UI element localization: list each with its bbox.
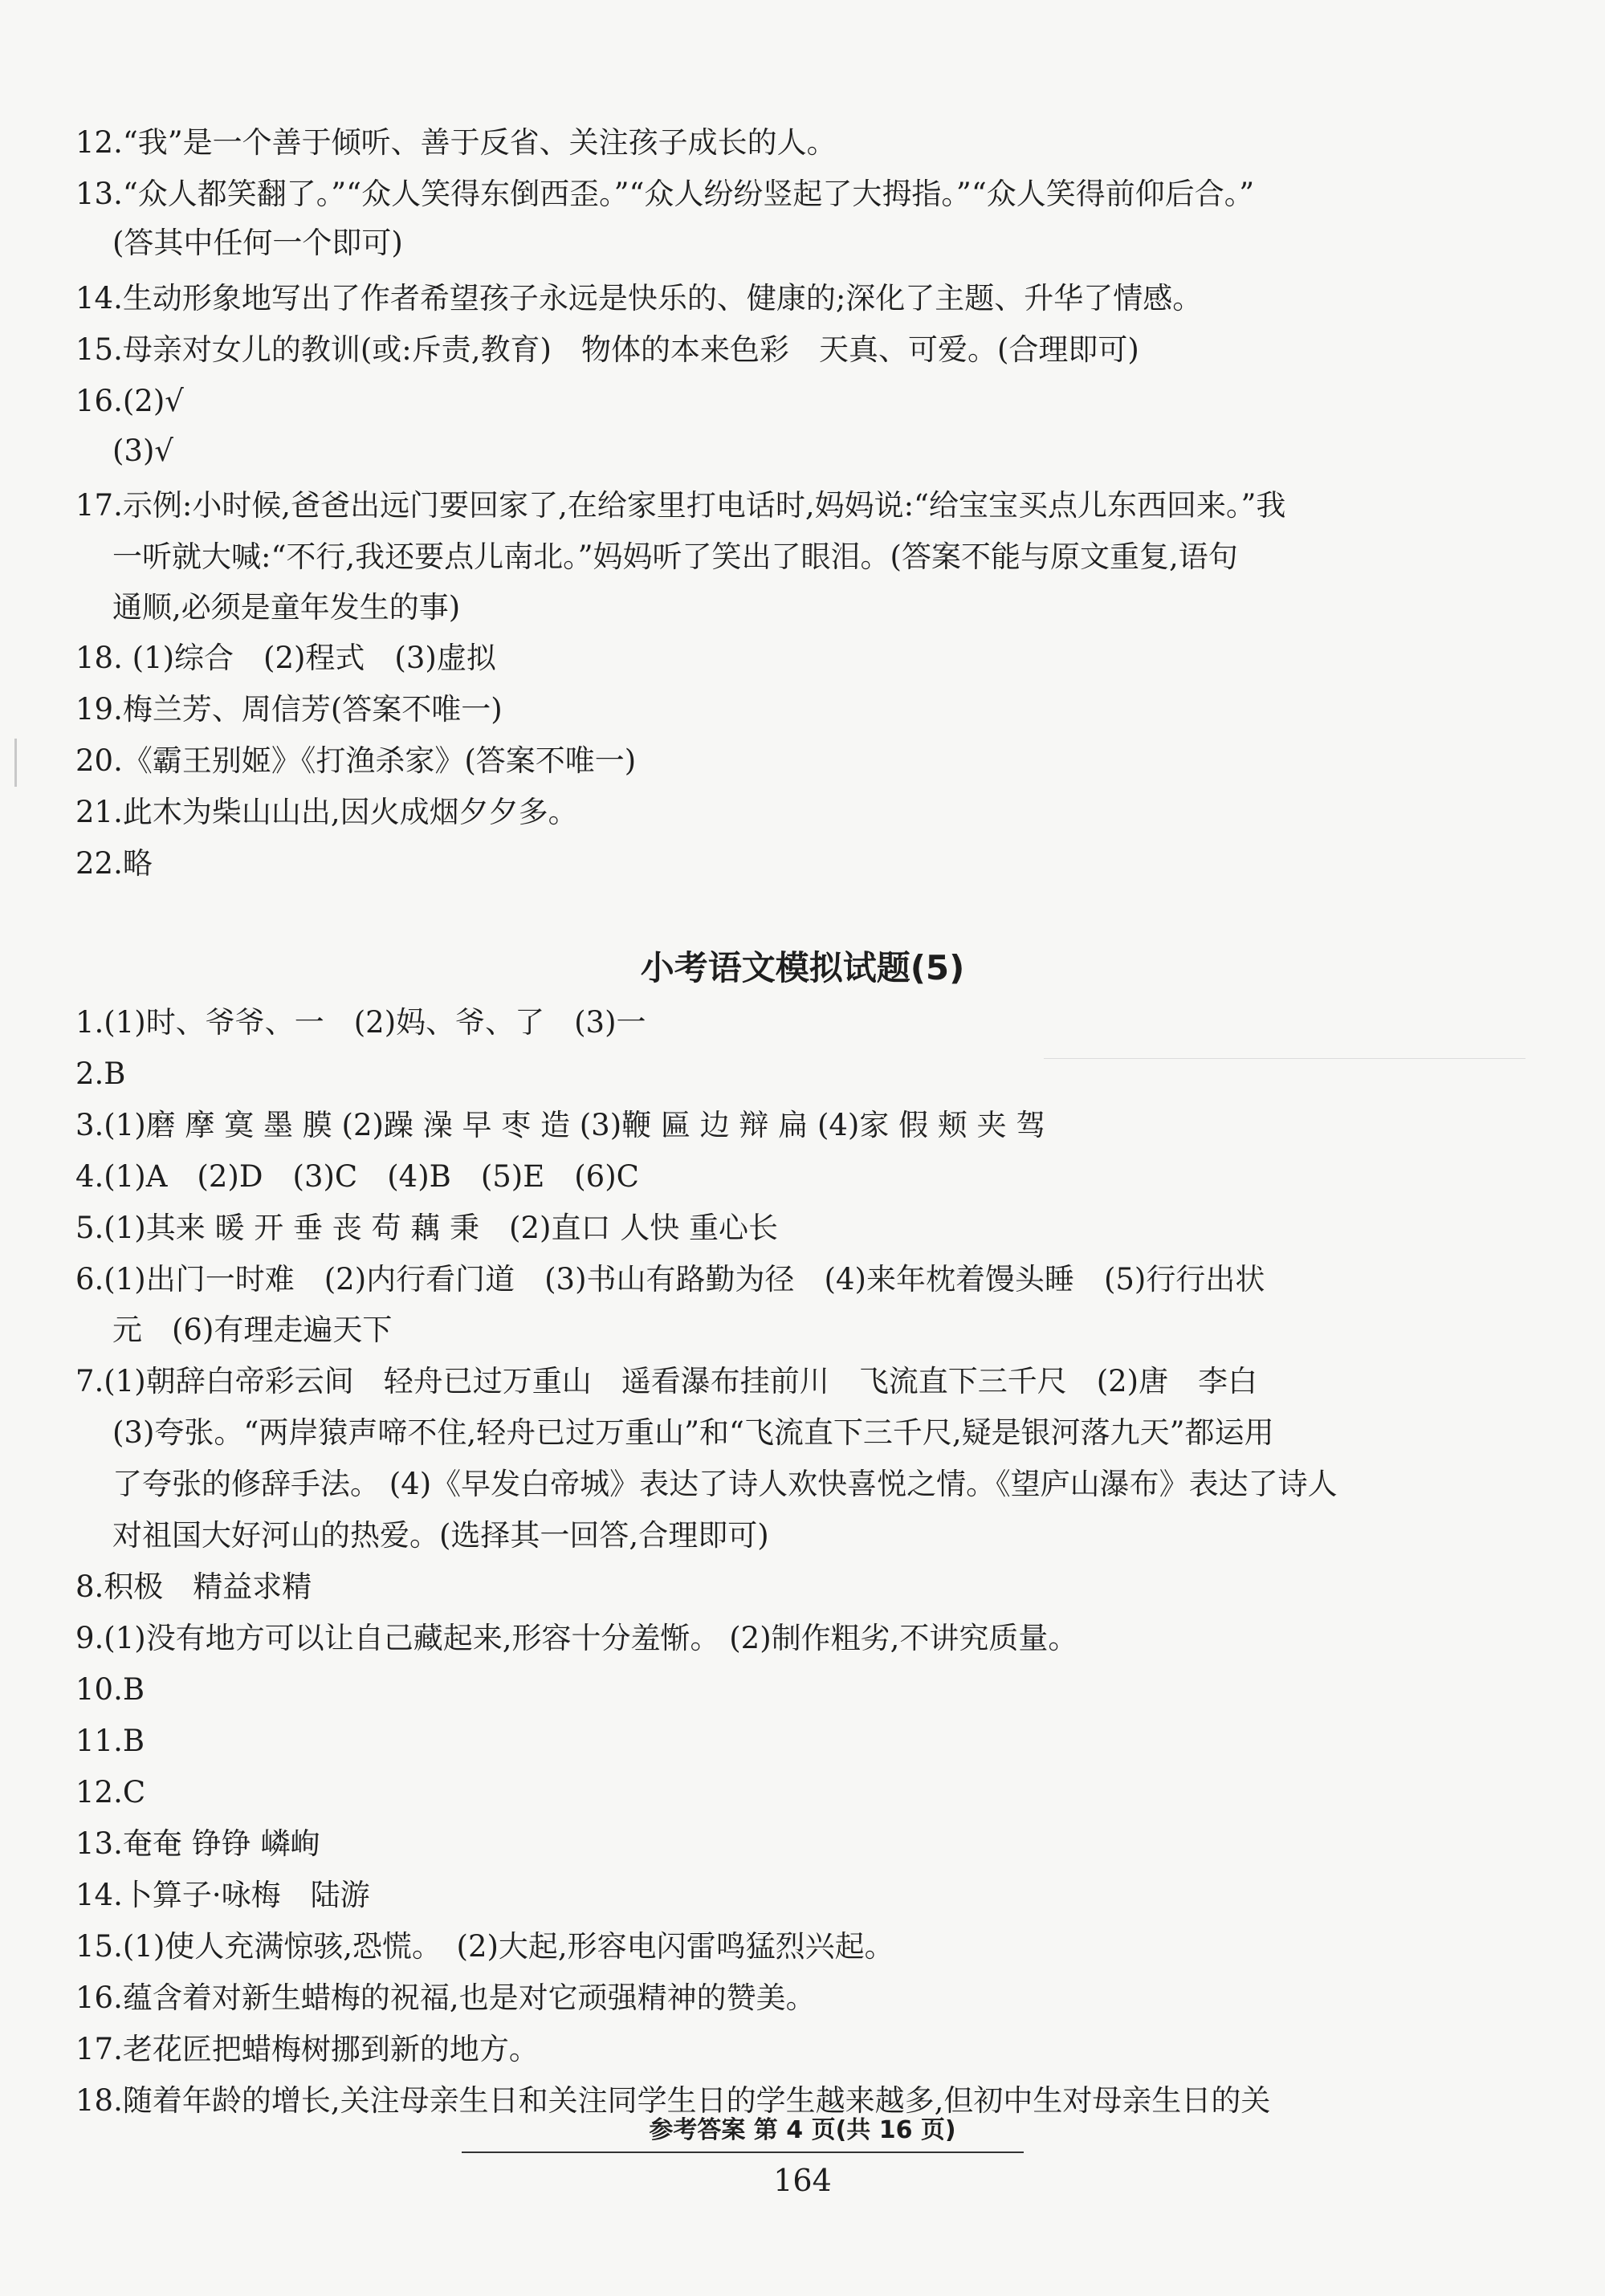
page-number: 164	[773, 2163, 832, 2198]
answer-line: 9.(1)没有地方可以让自己藏起来,形容十分羞惭。 (2)制作粗劣,不讲究质量。	[75, 1621, 1078, 1655]
footer-page-label: 参考答案 第 4 页(共 16 页)	[649, 2116, 956, 2144]
answer-line: (3)夸张。“两岸猿声啼不住,轻舟已过万重山”和“飞流直下三千尺,疑是银河落九天”都运用	[112, 1415, 1274, 1450]
answer-line: 12.C	[75, 1775, 146, 1810]
answer-line: 5.(1)其来 暖 开 垂 丧 苟 藕 秉 (2)直口 人快 重心长	[75, 1211, 778, 1245]
answer-line: 通顺,必须是童年发生的事)	[112, 590, 461, 625]
answer-line: 21.此木为柴山山出,因火成烟夕夕多。	[75, 795, 578, 829]
answer-line: 6.(1)出门一时难 (2)内行看门道 (3)书山有路勤为径 (4)来年枕着馒头睡 (5)行行出状	[75, 1262, 1265, 1297]
scan-artifact	[1044, 1058, 1526, 1059]
answer-line: 15.(1)使人充满惊骇,恐慌。 (2)大起,形容电闪雷鸣猛烈兴起。	[75, 1929, 894, 1964]
answer-line: 19.梅兰芳、周信芳(答案不唯一)	[75, 692, 503, 727]
section-title: 小考语文模拟试题(5)	[640, 948, 965, 987]
answer-line: (3)√	[112, 434, 173, 468]
answer-line: 13.奄奄 铮铮 嶙峋	[75, 1826, 320, 1861]
answer-line: 14.生动形象地写出了作者希望孩子永远是快乐的、健康的;深化了主题、升华了情感。	[75, 281, 1203, 315]
answer-line: 16.(2)√	[75, 384, 184, 418]
answer-line: 8.积极 精益求精	[75, 1569, 312, 1604]
answer-line: 4.(1)A (2)D (3)C (4)B (5)E (6)C	[75, 1159, 639, 1194]
answer-line: 14.卜算子·咏梅 陆游	[75, 1878, 370, 1912]
answer-line: 对祖国大好河山的热爱。(选择其一回答,合理即可)	[112, 1518, 769, 1553]
answer-line: 20.《霸王别姬》《打渔杀家》(答案不唯一)	[75, 743, 637, 778]
answer-line: 15.母亲对女儿的教训(或:斥责,教育) 物体的本来色彩 天真、可爱。(合理即可)	[75, 332, 1139, 367]
answer-line: (答其中任何一个即可)	[112, 226, 403, 260]
footer-divider	[462, 2151, 1024, 2153]
answer-line: 一听就大喊:“不行,我还要点儿南北。”妈妈听了笑出了眼泪。(答案不能与原文重复,语句	[112, 539, 1238, 574]
answer-line: 18.随着年龄的增长,关注母亲生日和关注同学生日的学生越来越多,但初中生对母亲生日的关	[75, 2083, 1271, 2118]
answer-line: 元 (6)有理走遍天下	[112, 1313, 393, 1347]
answer-line: 11.B	[75, 1724, 145, 1758]
answer-line: 16.蕴含着对新生蜡梅的祝福,也是对它顽强精神的赞美。	[75, 1981, 816, 2015]
answer-line: 12.“我”是一个善于倾听、善于反省、关注孩子成长的人。	[75, 125, 837, 160]
answer-line: 了夸张的修辞手法。 (4)《早发白帝城》表达了诗人欢快喜悦之情。《望庐山瀑布》表达了诗人	[112, 1467, 1338, 1501]
answer-line: 3.(1)磨 摩 寞 墨 膜 (2)躁 澡 早 枣 造 (3)鞭 匾 边 辩 扁 (4)家 假 颊 夹 驾	[75, 1108, 1046, 1142]
answer-line: 17.示例:小时候,爸爸出远门要回家了,在给家里打电话时,妈妈说:“给宝宝买点儿东西回来。”我	[75, 488, 1286, 523]
answer-line: 1.(1)时、爷爷、一 (2)妈、爷、了 (3)一	[75, 1005, 646, 1040]
answer-line: 22.略	[75, 846, 153, 881]
answer-line: 18. (1)综合 (2)程式 (3)虚拟	[75, 641, 496, 675]
scan-artifact	[14, 739, 17, 787]
answer-line: 2.B	[75, 1056, 126, 1091]
answer-line: 10.B	[75, 1672, 145, 1707]
answer-line: 7.(1)朝辞白帝彩云间 轻舟已过万重山 遥看瀑布挂前川 飞流直下三千尺 (2)唐 李白	[75, 1364, 1258, 1398]
answer-line: 17.老花匠把蜡梅树挪到新的地方。	[75, 2032, 539, 2066]
answer-line: 13.“众人都笑翻了。”“众人笑得东倒西歪。”“众人纷纷竖起了大拇指。”“众人笑得前仰后合。”	[75, 177, 1255, 211]
